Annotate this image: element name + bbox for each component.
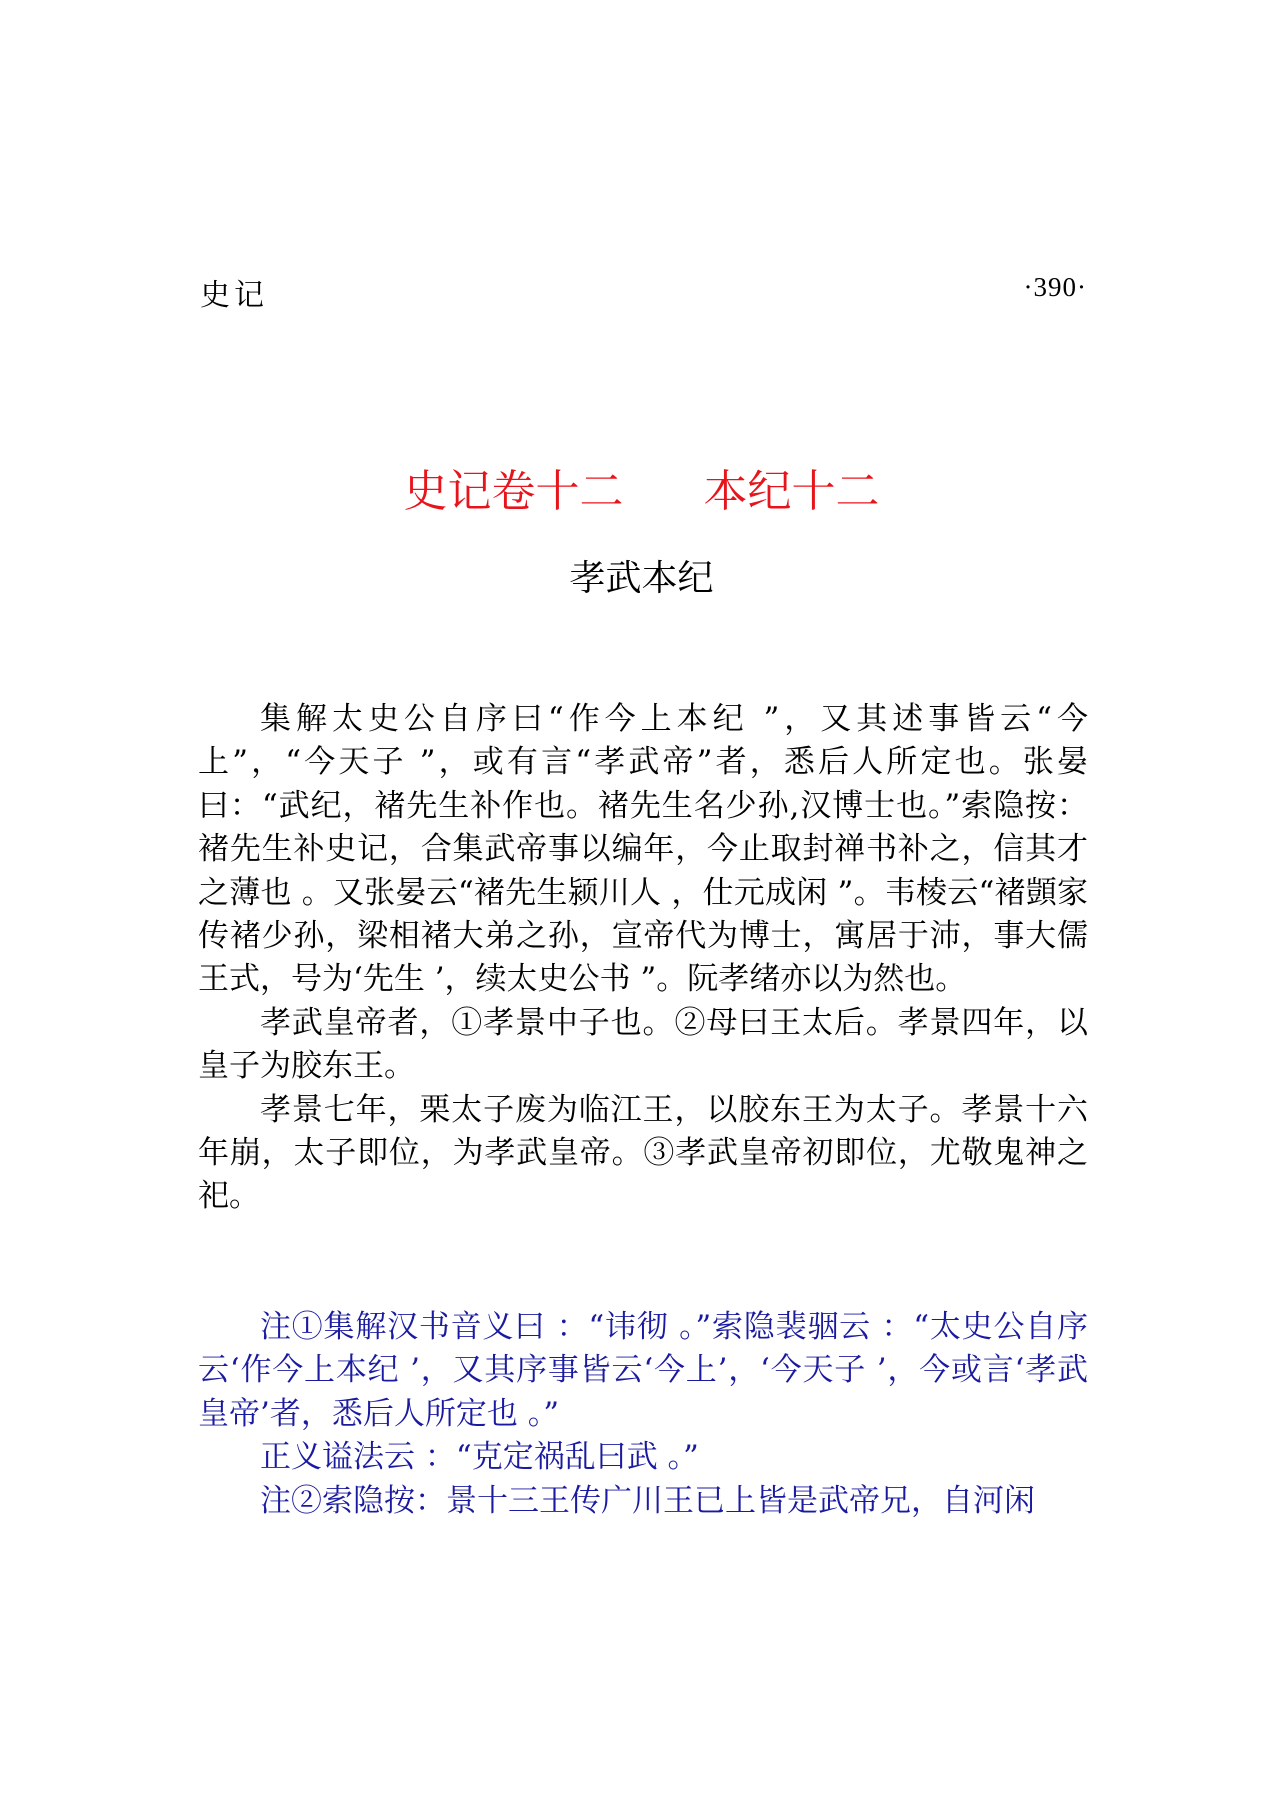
book-name: 史记 — [200, 278, 268, 313]
body-paragraph: 集解太史公自序曰“作今上本纪 ”，又其述事皆云“今上”，“今天子 ”，或有言“孝武帝”者，悉后人所定也。张晏曰：“武纪，褚先生补作也。褚先生名少孙,汉博士也。”索隐按：褚先生补史记，合集武帝事以编年，今止取封禅书补之，信其才之薄也 。又张晏云“褚先生颍川人 ，仕元成闲 ”。韦棱云“褚顗家传褚少孙，梁相褚大弟之孙，宣帝代为博士，寓居于沛，事大儒王式，号为‘先生 ’，续太史公书 ”。阮孝绪亦以为然也。 — [198, 701, 1088, 998]
body-paragraph: 孝景七年，栗太子废为临江王，以胶东王为太子。孝景十六年崩，太子即位，为孝武皇帝。③孝武皇帝初即位，尤敬鬼神之祀。 — [198, 1091, 1088, 1215]
running-header — [200, 270, 1087, 313]
chapter-title — [0, 455, 1283, 519]
note-paragraph: 正义谥法云 ：“克定祸乱曰武 。” — [260, 1439, 699, 1476]
note-paragraph: 注②索隐按：景十三王传广川王已上皆是武帝兄，自河闲 — [260, 1482, 1035, 1519]
body-text — [198, 698, 1088, 1219]
body-paragraph: 孝武皇帝者，①孝景中子也。②母曰王太后。孝景四年，以皇子为胶东王。 — [198, 1004, 1088, 1085]
page-number: ·390· — [1023, 272, 1087, 302]
chapter-subtitle: 本纪十二 — [703, 466, 880, 517]
notes-section — [198, 1306, 1088, 1523]
section-title: 孝武本纪 — [569, 558, 714, 599]
volume-title: 史记卷十二 — [403, 466, 624, 517]
note-paragraph: 注①集解汉书音义曰 ：“讳彻 。”索隐裴骃云 ：“太史公自序云‘作今上本纪 ’，又其序事皆云‘今上’，‘今天子 ’，今或言‘孝武皇帝’者，悉后人所定也 。” — [198, 1309, 1088, 1432]
